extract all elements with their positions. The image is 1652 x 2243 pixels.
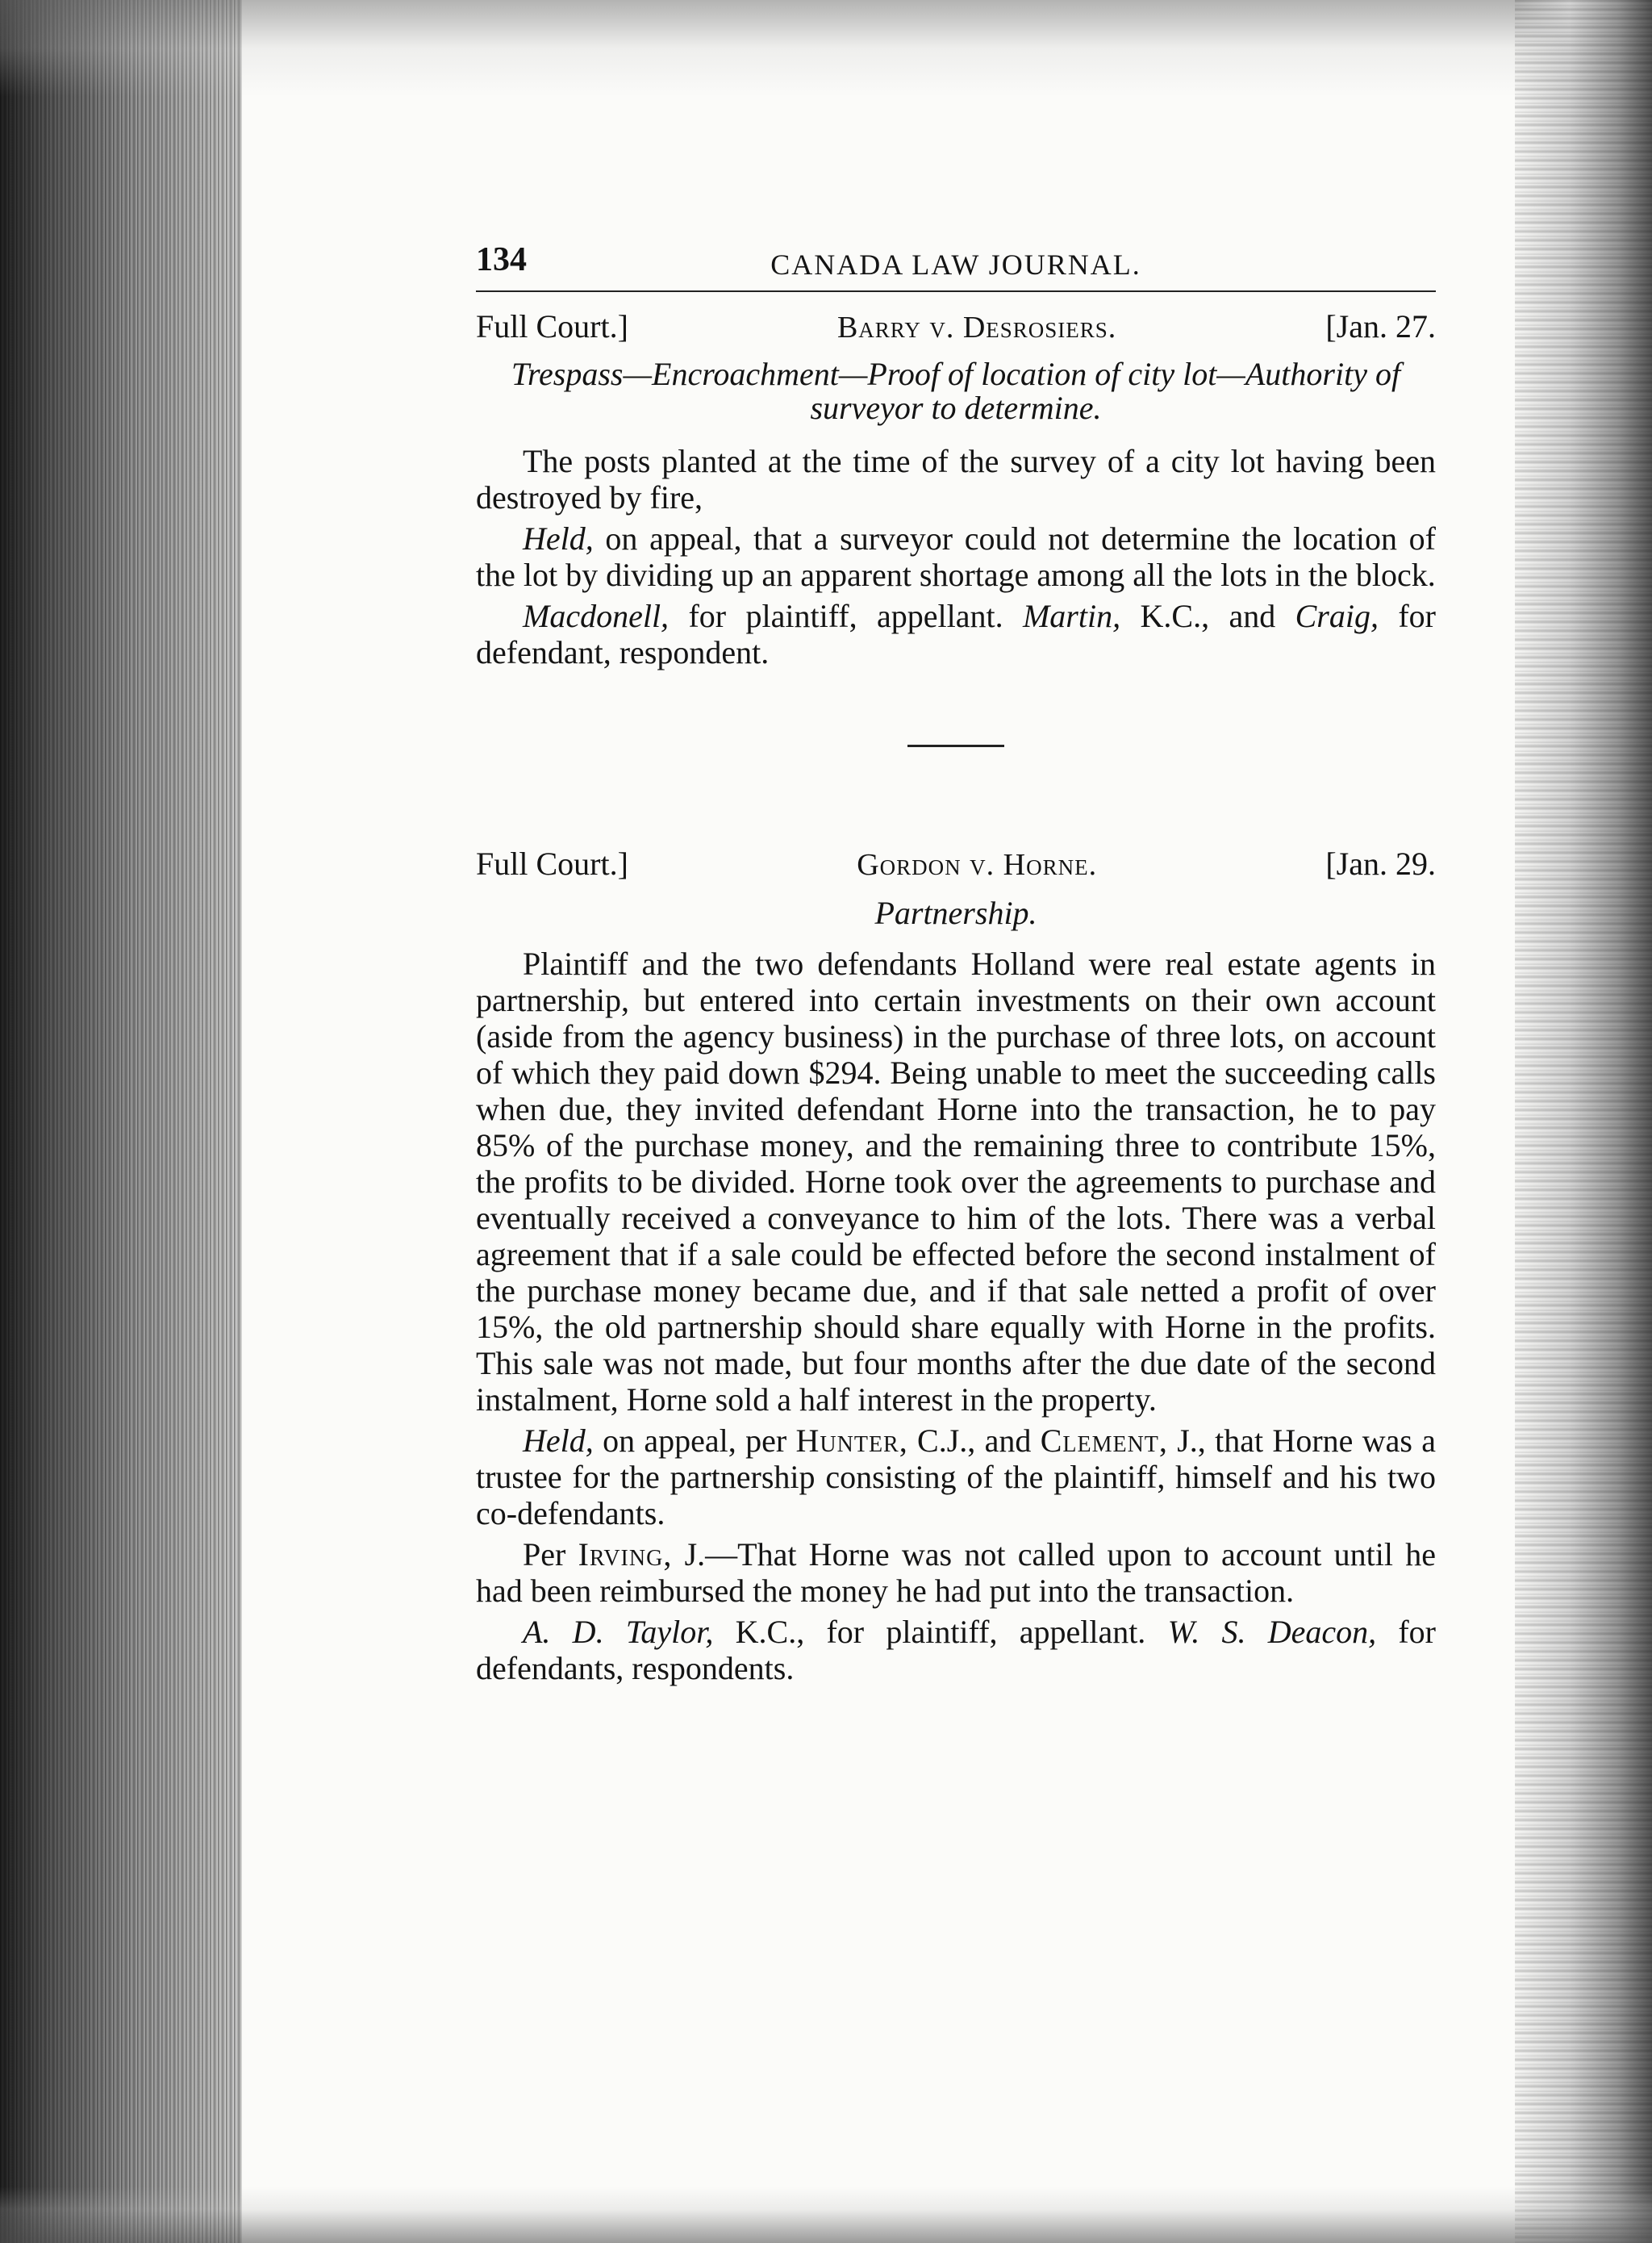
- held-text: on appeal, per: [593, 1422, 796, 1459]
- judge-name: Irving,: [578, 1536, 673, 1573]
- case-title: Gordon v. Horne.: [857, 848, 1098, 882]
- right-edge-shadow: [1515, 0, 1652, 2243]
- book-spine-shadow: [0, 0, 242, 2243]
- subject-heading: Partnership.: [874, 895, 1037, 931]
- catchwords: Trespass—Encroachment—Proof of location of city lot—Authority of surveyor to determine.: [511, 356, 1401, 426]
- case-title: Barry v. Desrosiers.: [836, 311, 1117, 345]
- case-heading-gordon: [476, 846, 1436, 883]
- counsel-name: Martin,: [1022, 598, 1121, 634]
- section-divider: [907, 745, 1004, 747]
- counsel-paragraph: [476, 1614, 1436, 1686]
- held-text: on appeal, that a surveyor could not determine the location of the lot by dividing up an apparent shortage among all the lots in the block.: [476, 520, 1436, 593]
- bottom-edge-shadow: [0, 2187, 1652, 2243]
- facts-paragraph: Plaintiff and the two defendants Holland were real estate agents in partnership, but entered into certain investments on their own account (aside from the agency business) in the purchase of three lots, on account of which they paid down $294. Being unable to meet the succeeding calls when due, they invited defendant Horne into the transaction, he to pay 85% of the purchase money, and the remaining three to contribute 15%, the profits to be divided. Horne took over the agreements to purchase and eventually received a conveyance to him of the lots. There was a verbal agreement that if a sale could be effected before the second instalment of the purchase money became due, and if that sale netted a profit of over 15%, the old partnership should share equally with Horne in the profits. This sale was not made, but four months after the due date of the second instalment, Horne sold a half interest in the property.: [476, 946, 1436, 1418]
- per-paragraph: [476, 1536, 1436, 1609]
- judge-name: Clement,: [1040, 1422, 1168, 1459]
- running-head: [476, 242, 1436, 292]
- counsel-text: K.C., and: [1120, 598, 1295, 634]
- held-paragraph: [476, 520, 1436, 593]
- page-body: [476, 242, 1436, 1691]
- held-text: J., that Horne was a trustee for the partnership consisting of the plaintiff, himself and his two co-defendants.: [476, 1422, 1437, 1531]
- held-label: Held,: [523, 520, 594, 557]
- case-heading-barry: [476, 308, 1436, 346]
- journal-title: CANADA LAW JOURNAL.: [770, 249, 1141, 281]
- per-text: J.—That Horne was not called upon to account until he had been reimbursed the money he had put into the transaction.: [476, 1536, 1437, 1609]
- court-label: Full Court.]: [476, 308, 628, 345]
- counsel-name: A. D. Taylor,: [523, 1614, 714, 1650]
- court-label: Full Court.]: [476, 846, 628, 882]
- counsel-name: Craig,: [1295, 598, 1379, 634]
- case-date: [Jan. 29.: [1325, 846, 1436, 882]
- case-date: [Jan. 27.: [1325, 308, 1436, 345]
- top-edge-shadow: [0, 0, 1652, 97]
- held-label: Held,: [523, 1422, 594, 1459]
- counsel-text: for plaintiff, appellant.: [669, 598, 1023, 634]
- page-number: 134: [476, 241, 527, 278]
- counsel-paragraph: [476, 598, 1436, 670]
- per-text: Per: [523, 1536, 578, 1573]
- held-text: C.J., and: [907, 1422, 1041, 1459]
- counsel-text: for defendants, respondents.: [476, 1614, 1436, 1686]
- counsel-name: W. S. Deacon,: [1167, 1614, 1377, 1650]
- counsel-text: for defendant, respondent.: [476, 598, 1436, 670]
- facts-paragraph: The posts planted at the time of the survey of a city lot having been destroyed by fire,: [476, 443, 1436, 516]
- judge-name: Hunter,: [795, 1422, 908, 1459]
- counsel-name: Macdonell,: [523, 598, 670, 634]
- counsel-text: K.C., for plaintiff, appellant.: [713, 1614, 1168, 1650]
- held-paragraph: [476, 1422, 1436, 1531]
